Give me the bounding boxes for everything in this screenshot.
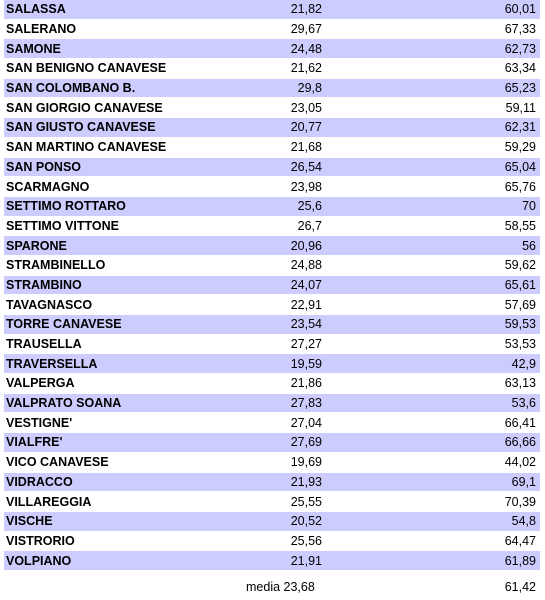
value-1: 21,68 <box>290 140 322 155</box>
value-1: 19,59 <box>290 356 322 371</box>
municipality-name: STRAMBINELLO <box>6 258 106 273</box>
table-row <box>4 236 540 256</box>
table-row <box>4 98 540 118</box>
value-1: 27,27 <box>290 337 322 352</box>
municipality-name: SAN MARTINO CANAVESE <box>6 140 167 155</box>
table-row <box>4 512 540 532</box>
value-1: 27,69 <box>290 435 322 450</box>
municipality-name: TAVAGNASCO <box>6 297 93 312</box>
value-2: 56 <box>522 238 536 253</box>
municipality-name: SETTIMO VITTONE <box>6 218 119 233</box>
value-1: 26,54 <box>290 159 322 174</box>
value-2: 66,41 <box>504 415 536 430</box>
value-2: 65,04 <box>504 159 536 174</box>
table-row <box>4 138 540 158</box>
table-row <box>4 118 540 138</box>
municipality-name: SCARMAGNO <box>6 179 90 194</box>
value-1: 26,7 <box>297 218 322 233</box>
value-2: 64,47 <box>504 533 536 548</box>
value-2: 67,33 <box>504 22 536 37</box>
table-row <box>4 20 540 40</box>
municipality-name: VIDRACCO <box>6 474 73 489</box>
value-1: 19,69 <box>290 455 322 470</box>
municipality-name: TRAVERSELLA <box>6 356 98 371</box>
municipality-name: VOLPIANO <box>6 553 72 568</box>
municipality-name: SAMONE <box>6 41 61 56</box>
municipality-name: VALPRATO SOANA <box>6 396 122 411</box>
municipality-name: VILLAREGGIA <box>6 494 92 509</box>
table-footer <box>4 577 540 597</box>
municipality-name: SAN PONSO <box>6 159 82 174</box>
value-1: 29,67 <box>290 22 322 37</box>
municipality-name: VISTRORIO <box>6 533 75 548</box>
value-1: 21,91 <box>290 553 322 568</box>
value-2: 65,76 <box>504 179 536 194</box>
value-2: 70 <box>522 199 536 214</box>
table-row <box>4 39 540 59</box>
table-row <box>4 374 540 394</box>
municipality-name: SAN BENIGNO CANAVESE <box>6 61 167 76</box>
value-1: 23,05 <box>290 100 322 115</box>
table-row <box>4 256 540 276</box>
table-row <box>4 158 540 178</box>
value-2: 42,9 <box>511 356 536 371</box>
value-2: 66,66 <box>504 435 536 450</box>
municipality-name: STRAMBINO <box>6 277 82 292</box>
value-2: 58,55 <box>504 218 536 233</box>
municipality-name: SAN GIORGIO CANAVESE <box>6 100 163 115</box>
table-row <box>4 492 540 512</box>
value-2: 62,73 <box>504 41 536 56</box>
value-1: 27,04 <box>290 415 322 430</box>
table-row <box>4 354 540 374</box>
value-1: 23,54 <box>290 317 322 332</box>
municipality-name: SPARONE <box>6 238 67 253</box>
municipality-name: VALPERGA <box>6 376 75 391</box>
table-row <box>4 177 540 197</box>
table-row <box>4 295 540 315</box>
table-row <box>4 59 540 79</box>
value-1: 21,86 <box>290 376 322 391</box>
value-1: 20,52 <box>290 514 322 529</box>
municipality-name: TORRE CANAVESE <box>6 317 122 332</box>
table-row <box>4 315 540 335</box>
table-row <box>4 413 540 433</box>
municipality-name: SETTIMO ROTTARO <box>6 199 126 214</box>
value-2: 53,53 <box>504 337 536 352</box>
value-1: 21,82 <box>290 2 322 17</box>
municipality-name: VIALFRE' <box>6 435 63 450</box>
value-2: 62,31 <box>504 120 536 135</box>
table-row <box>4 394 540 414</box>
value-2: 53,6 <box>511 396 536 411</box>
table-row <box>4 532 540 552</box>
municipality-name: SAN GIUSTO CANAVESE <box>6 120 156 135</box>
value-1: 27,83 <box>290 396 322 411</box>
average-label: media 23,68 <box>246 580 315 594</box>
table-row <box>4 335 540 355</box>
table-row <box>4 276 540 296</box>
value-1: 25,56 <box>290 533 322 548</box>
spreadsheet-table <box>4 0 540 571</box>
value-2: 63,34 <box>504 61 536 76</box>
municipality-name: VISCHE <box>6 514 53 529</box>
municipality-name: SAN COLOMBANO B. <box>6 81 136 96</box>
value-2: 69,1 <box>511 474 536 489</box>
value-2: 59,11 <box>505 100 536 115</box>
value-2: 61,89 <box>504 553 536 568</box>
value-2: 59,53 <box>504 317 536 332</box>
value-2: 54,8 <box>511 514 536 529</box>
table-row <box>4 79 540 99</box>
table-row <box>4 551 540 571</box>
municipality-name: SALASSA <box>6 2 66 17</box>
value-2: 59,29 <box>504 140 536 155</box>
value-1: 22,91 <box>290 297 322 312</box>
value-1: 24,07 <box>290 277 322 292</box>
value-2: 70,39 <box>504 494 536 509</box>
table-row <box>4 217 540 237</box>
value-2: 65,23 <box>504 81 536 96</box>
value-2: 63,13 <box>504 376 536 391</box>
value-1: 20,96 <box>290 238 322 253</box>
municipality-name: VICO CANAVESE <box>6 455 109 470</box>
value-2: 44,02 <box>504 455 536 470</box>
value-2: 59,62 <box>504 258 536 273</box>
municipality-name: VESTIGNE' <box>6 415 73 430</box>
table-row <box>4 473 540 493</box>
value-1: 25,6 <box>297 199 322 214</box>
value-2: 57,69 <box>504 297 536 312</box>
table-row <box>4 453 540 473</box>
value-1: 25,55 <box>290 494 322 509</box>
value-1: 21,62 <box>290 61 322 76</box>
value-1: 21,93 <box>290 474 322 489</box>
municipality-name: TRAUSELLA <box>6 337 82 352</box>
table-row <box>4 433 540 453</box>
table-row <box>4 0 540 20</box>
value-1: 29,8 <box>297 81 322 96</box>
value-1: 24,48 <box>290 41 322 56</box>
table-row <box>4 197 540 217</box>
value-1: 23,98 <box>290 179 322 194</box>
average-value-2: 61,42 <box>504 580 536 594</box>
value-1: 20,77 <box>290 120 322 135</box>
value-1: 24,88 <box>290 258 322 273</box>
value-2: 60,01 <box>504 2 536 17</box>
value-2: 65,61 <box>504 277 536 292</box>
municipality-name: SALERANO <box>6 22 77 37</box>
